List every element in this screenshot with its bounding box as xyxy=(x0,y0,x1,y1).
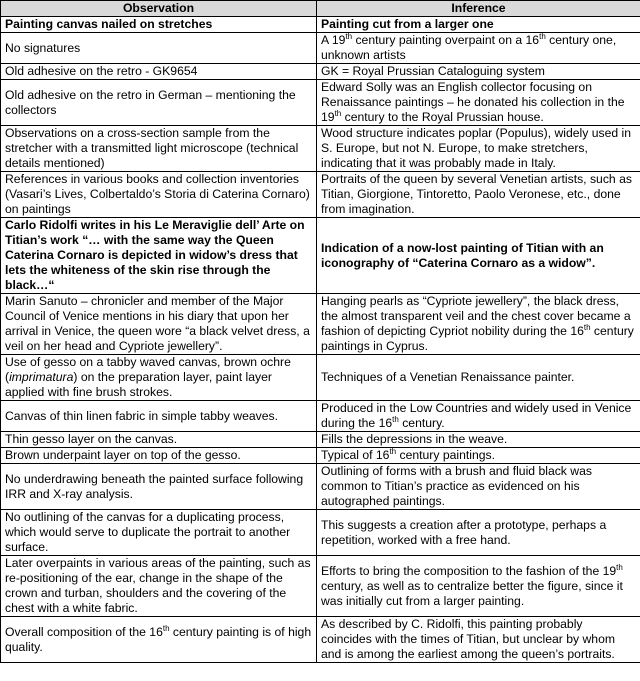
cell-text: Observations on a cross-section sample from the stretcher with a transmitted light microscope (technical details mentioned) xyxy=(5,126,299,170)
cell-text: No outlining of the canvas for a duplicating process, which would serve to duplicate the portrait to another surface. xyxy=(5,510,291,554)
observation-cell xyxy=(1,294,317,355)
cell-text: Use of gesso on a tabby waved canvas, brown ochre ( xyxy=(5,355,291,384)
cell-text: th xyxy=(392,414,399,424)
cell-text: Thin gesso layer on the canvas. xyxy=(5,432,178,446)
table-row xyxy=(1,80,640,126)
observation-cell xyxy=(1,510,317,556)
table-row xyxy=(1,126,640,172)
table-row xyxy=(1,432,640,448)
table-row xyxy=(1,33,640,64)
inference-cell xyxy=(317,218,640,294)
cell-text: century paintings in Cyprus. xyxy=(321,324,634,353)
inference-cell xyxy=(317,556,640,617)
cell-text: References in various books and collection inventories (Vasari’s Lives, Colbertaldo’s Storia di Caterina Cornaro) on paintings xyxy=(5,172,310,216)
cell-text: This suggests a creation after a prototype, perhaps a repetition, worked with a free hand. xyxy=(321,517,607,547)
inference-cell xyxy=(317,464,640,510)
cell-text: th xyxy=(334,108,342,118)
inference-cell xyxy=(317,126,640,172)
cell-text: th xyxy=(345,31,353,41)
cell-text: No signatures xyxy=(5,40,81,55)
cell-text: century paintings. xyxy=(396,448,496,462)
cell-text: th xyxy=(583,322,591,332)
observation-cell xyxy=(1,617,317,663)
cell-text: Canvas of thin linen fabric in simple tabby weaves. xyxy=(5,408,279,423)
observation-cell xyxy=(1,432,317,448)
inference-cell xyxy=(317,294,640,355)
table-row xyxy=(1,218,640,294)
header-row xyxy=(1,1,640,17)
observation-cell xyxy=(1,126,317,172)
table-row xyxy=(1,355,640,401)
cell-text: th xyxy=(539,31,546,41)
cell-text: century one, unknown artists xyxy=(321,33,617,62)
header-inference: Inference xyxy=(317,1,640,17)
cell-text: century painting overpaint on a 16 xyxy=(352,33,540,47)
cell-text: Produced in the Low Countries and widely used in Venice during the 16 xyxy=(321,401,632,430)
table-row xyxy=(1,17,640,33)
inference-cell xyxy=(317,172,640,218)
inference-cell xyxy=(317,448,640,464)
cell-text: th xyxy=(389,446,397,456)
table-row xyxy=(1,401,640,432)
cell-text: century, as well as to centralize better the figure, since it was initially cut from a larger painting. xyxy=(321,578,623,608)
cell-text: Marin Sanuto – chronicler and member of the Major Council of Venice mentions in his diary that upon her arrival in Venice, the queen wore “a black velvet dress, a veil on her head and Cypriote jewellery”. xyxy=(5,294,310,353)
inference-cell xyxy=(317,33,640,64)
cell-text: imprimatura xyxy=(9,370,74,384)
cell-text: Typical of 16 xyxy=(321,448,390,462)
cell-text: century to the Royal Prussian house. xyxy=(341,110,544,124)
observation-cell xyxy=(1,33,317,64)
cell-text: Brown underpaint layer on top of the gesso. xyxy=(5,448,241,462)
table-row xyxy=(1,556,640,617)
cell-text: Portraits of the queen by several Venetian artists, such as Titian, Giorgione, Tintoretto, Paolo Veronese, etc., done from imagination. xyxy=(321,172,632,216)
header-observation: Observation xyxy=(1,1,317,17)
observation-cell xyxy=(1,355,317,401)
cell-text: century. xyxy=(398,416,445,430)
cell-text: A 19 xyxy=(321,33,346,47)
observation-cell xyxy=(1,464,317,510)
table-row xyxy=(1,64,640,80)
inference-cell xyxy=(317,401,640,432)
cell-text: GK = Royal Prussian Cataloguing system xyxy=(321,64,545,78)
cell-text: Wood structure indicates poplar (Populus), widely used in S. Europe, but not N. Europe, to make stretchers, indicating that it was probably made in Italy. xyxy=(321,126,632,170)
cell-text: th xyxy=(162,623,170,633)
table-body xyxy=(1,17,640,663)
cell-text: Outlining of forms with a brush and fluid black was common to Titian’s practice as evidenced on his autographed paintings. xyxy=(321,464,592,508)
cell-text: ) on the preparation layer, paint layer applied with fine brush strokes. xyxy=(5,370,272,399)
cell-text: Painting canvas nailed on stretches xyxy=(5,17,213,31)
cell-text: th xyxy=(616,562,623,572)
cell-text: Painting cut from a larger one xyxy=(321,17,494,31)
observation-cell xyxy=(1,401,317,432)
cell-text: Overall composition of the 16 xyxy=(5,624,163,639)
cell-text: Indication of a now-lost painting of Titian with an iconography of “Caterina Cornaro as a widow”. xyxy=(321,240,604,270)
table-row xyxy=(1,617,640,663)
inference-cell xyxy=(317,355,640,401)
cell-text: century painting is of high quality. xyxy=(5,624,312,654)
table-row xyxy=(1,172,640,218)
observation-cell xyxy=(1,64,317,80)
cell-text: Fills the depressions in the weave. xyxy=(321,432,508,446)
cell-text: Techniques of a Venetian Renaissance painter. xyxy=(321,370,575,384)
cell-text: Later overpaints in various areas of the painting, such as re-positioning of the ear, change in the shape of the crown and turban, shoulders and the covering of the chest with a white fabric. xyxy=(5,556,311,615)
observation-cell xyxy=(1,80,317,126)
inference-cell xyxy=(317,432,640,448)
inference-cell xyxy=(317,80,640,126)
inference-cell xyxy=(317,617,640,663)
cell-text: Edward Solly was an English collector focusing on Renaissance paintings – he donated his collection in the 19 xyxy=(321,80,625,124)
table-row xyxy=(1,294,640,355)
cell-text: No underdrawing beneath the painted surface following IRR and X-ray analysis. xyxy=(5,471,304,501)
inference-cell xyxy=(317,64,640,80)
observation-cell xyxy=(1,218,317,294)
inference-cell xyxy=(317,17,640,33)
table-row xyxy=(1,510,640,556)
cell-text: As described by C. Ridolfi, this painting probably coincides with the times of Titian, but unclear by whom and is among the earliest among the queen’s portraits. xyxy=(321,617,615,661)
table-row xyxy=(1,464,640,510)
inference-cell xyxy=(317,510,640,556)
cell-text: Old adhesive on the retro - GK9654 xyxy=(5,64,198,78)
observation-cell xyxy=(1,448,317,464)
observation-cell xyxy=(1,17,317,33)
table-row xyxy=(1,448,640,464)
observation-cell xyxy=(1,172,317,218)
cell-text: Carlo Ridolfi writes in his Le Meraviglie dell’ Arte on Titian’s work “… with the same way the Queen Caterina Cornaro is depicted in widow’s dress that lets the whiteness of the skin rise through the black…“ xyxy=(5,218,305,292)
cell-text: Old adhesive on the retro in German – mentioning the collectors xyxy=(5,87,296,117)
cell-text: Efforts to bring the composition to the fashion of the 19 xyxy=(321,563,617,578)
observation-cell xyxy=(1,556,317,617)
cell-text: Hanging pearls as “Cypriote jewellery”, the black dress, the almost transparent veil and the chest cover became a fashion of depicting Cypriot nobility during the 16 xyxy=(321,294,631,338)
